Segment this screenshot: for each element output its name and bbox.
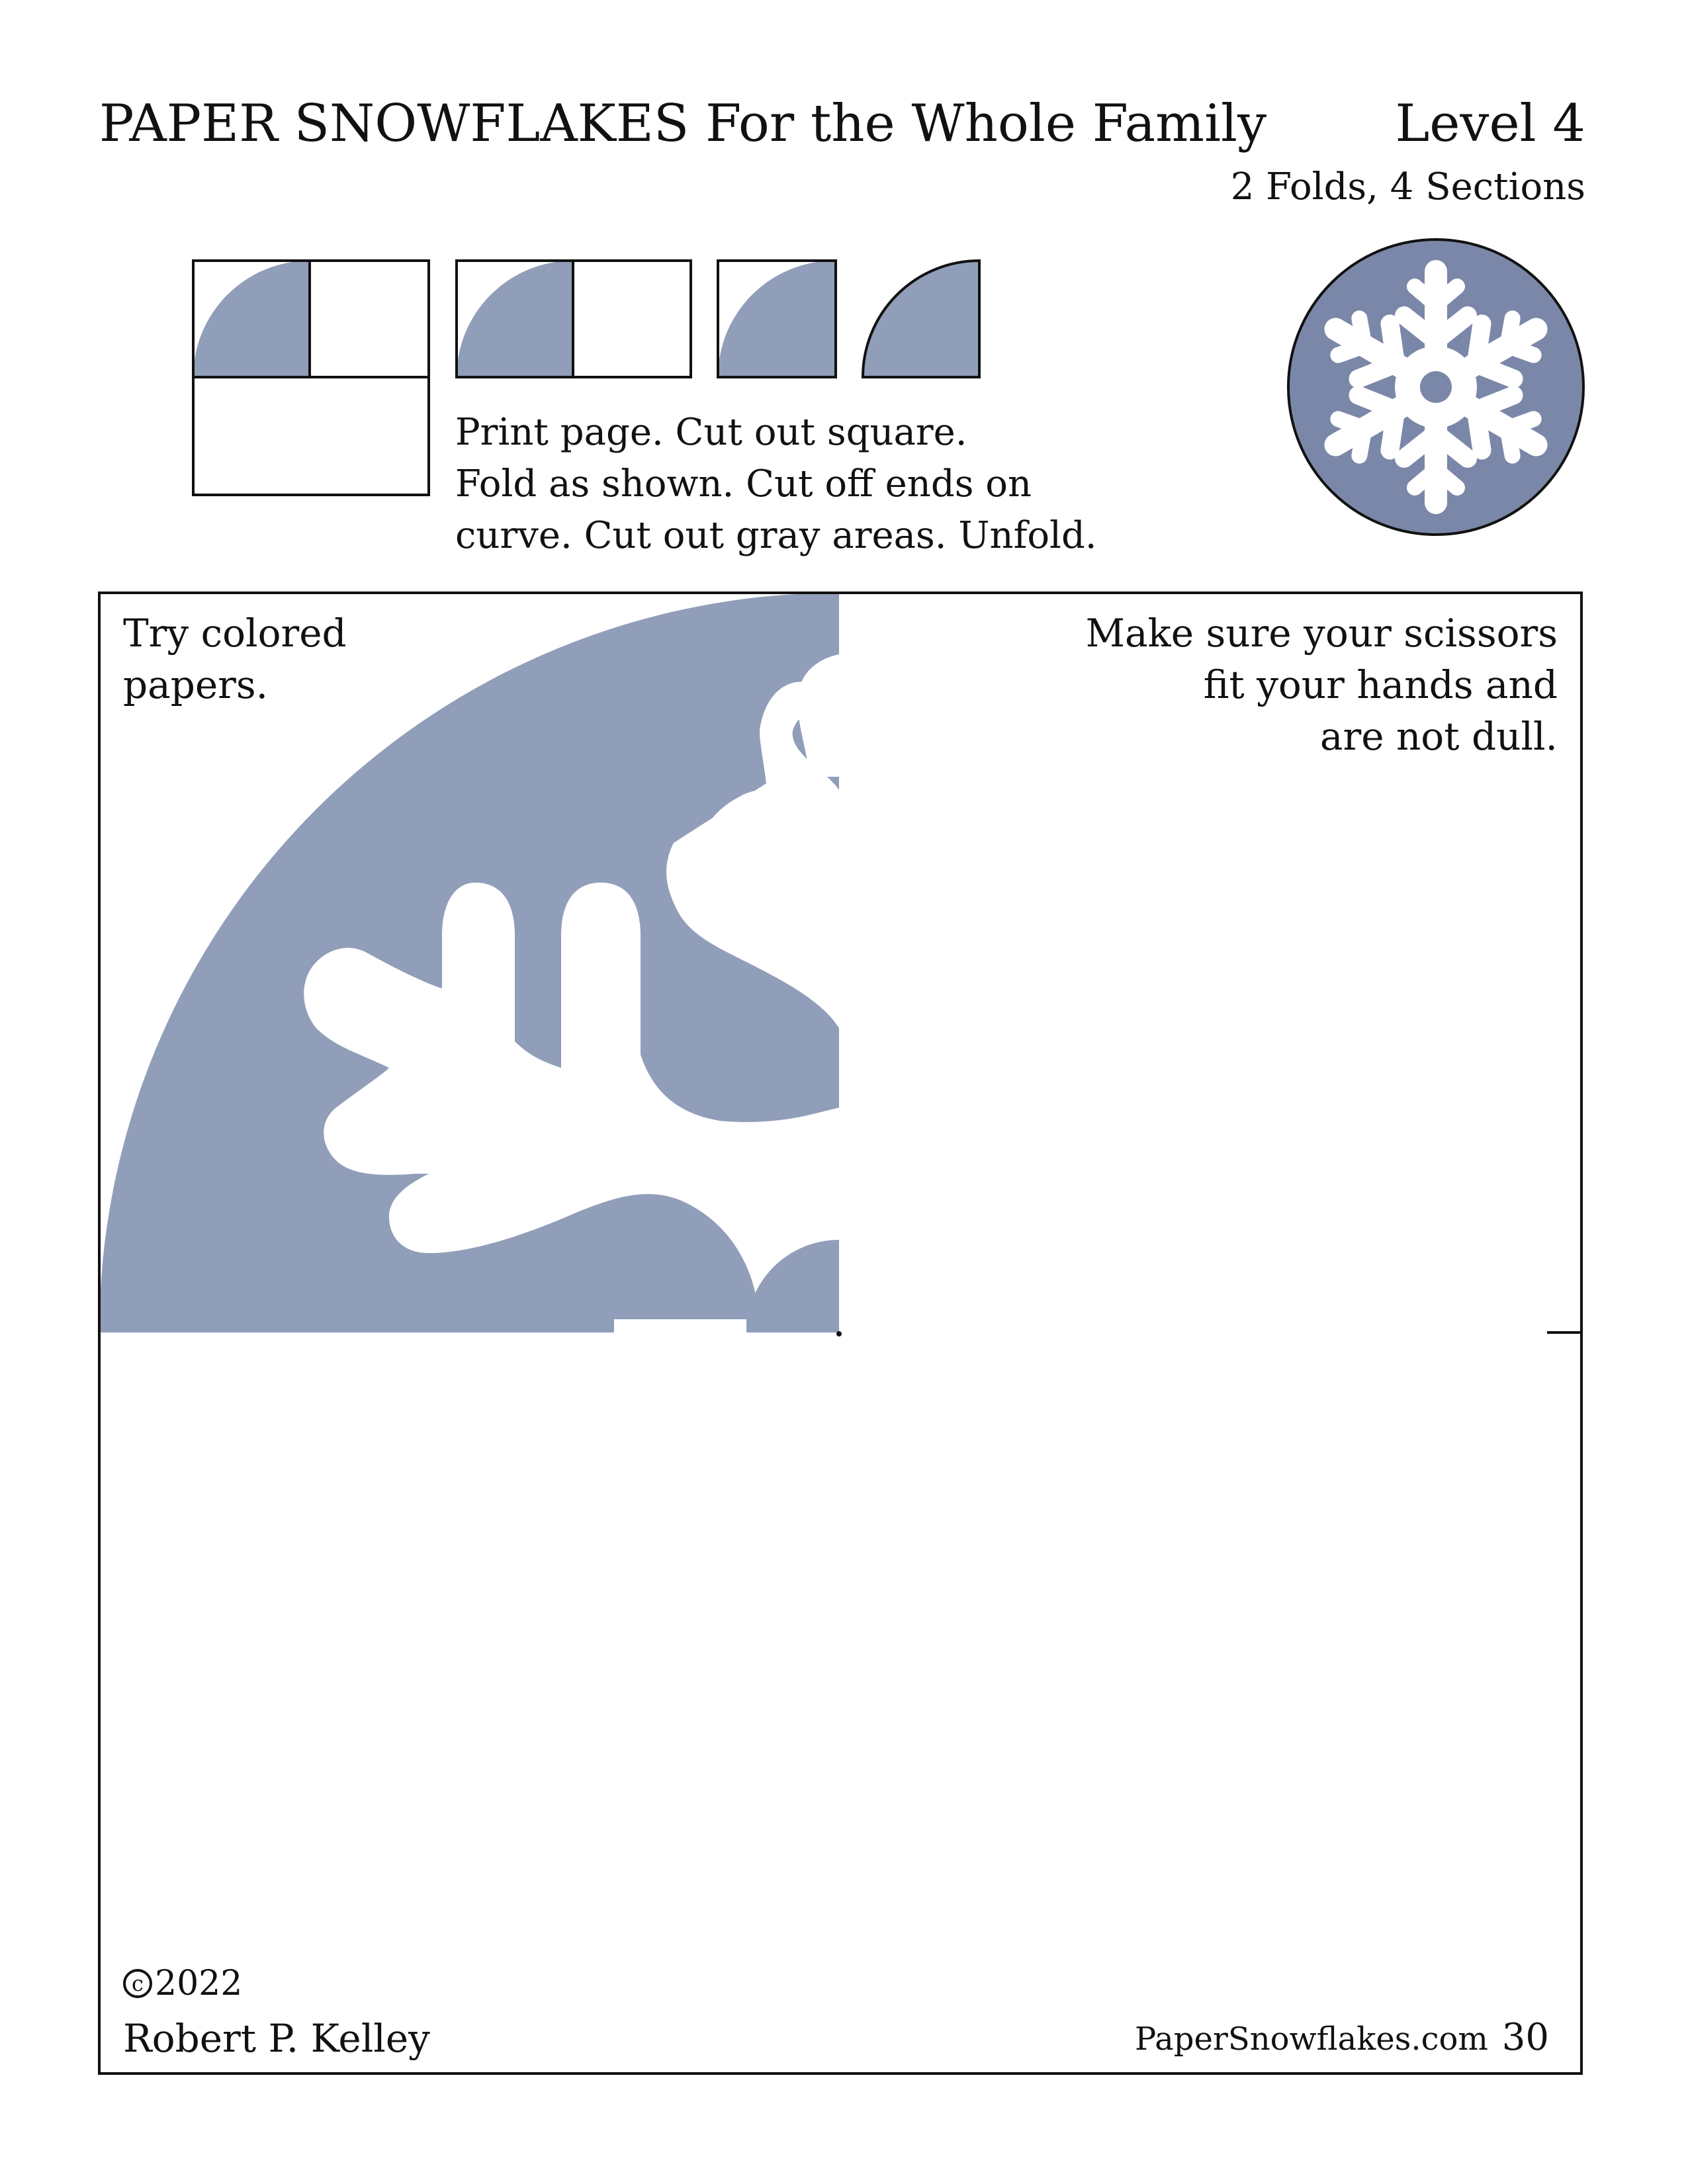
author: Robert P. Kelley [123,2016,430,2061]
cut-square [98,591,1583,2075]
fold-diagram-cut-curve [862,259,983,380]
note-line: papers. [123,662,269,707]
page-title: PAPER SNOWFLAKES For the Whole Family [99,94,1267,153]
note-line: Make sure your scissors [1085,611,1558,656]
instruction-line: Fold as shown. Cut off ends on [455,462,1032,505]
copyright [123,1966,242,2001]
note-line: fit your hands and [1203,662,1558,707]
instruction-line: Print page. Cut out square. [455,411,967,454]
level-label: Level 4 [1395,94,1585,153]
note-line: Try colored [123,611,347,656]
fold-diagram-folded-twice [717,259,838,380]
folds-label: 2 Folds, 4 Sections [1230,165,1585,208]
page-number: 30 [1501,2016,1549,2059]
copyright-year: 2022 [155,1964,243,2003]
copyright-icon: c [123,1969,152,1998]
note-colored-papers [123,607,347,711]
snowflake-icon [1287,238,1585,536]
instruction-line: curve. Cut out gray areas. Unfold. [455,514,1097,557]
website: PaperSnowflakes.com [1135,2021,1488,2058]
instructions [455,407,1097,562]
note-line: are not dull. [1319,714,1558,759]
fold-diagram-unfolded [192,259,430,498]
note-scissors [1086,607,1558,762]
fold-diagram-folded-once [455,259,693,380]
